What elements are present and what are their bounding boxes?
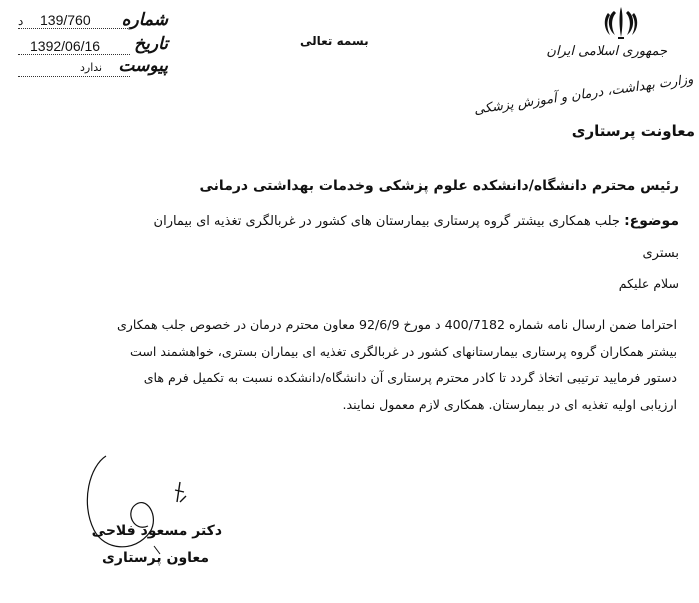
handwritten-signature: [76, 446, 206, 566]
attachment-value: ندارد: [80, 61, 103, 74]
letter-meta: [18, 4, 168, 76]
attachment-label: پیوست: [118, 56, 168, 76]
date-label: تاریخ: [134, 34, 168, 54]
number-value: 139/760: [40, 12, 91, 28]
ministry-line2: وزارت بهداشت، درمان و آموزش پزشکی: [472, 72, 695, 118]
body-line: بیشتر همکاران گروه پرستاری بیمارستانهای کشور در غربالگری تغذیه ای بیماران بستری، خواهشمند است: [129, 343, 677, 359]
subject-continuation: بستری: [642, 246, 679, 261]
number-label: شماره: [121, 10, 168, 30]
greeting: سلام علیکم: [618, 276, 679, 291]
bismillah: بسمه تعالی: [300, 34, 369, 48]
subject-text: جلب همکاری بیشتر گروه پرستاری بیمارستان های کشور در غربالگری تغذیه ای بیماران: [153, 214, 620, 229]
signatory-title: معاون پرستاری: [102, 550, 209, 566]
signatory-name: دکتر مسعود فلاحی: [91, 523, 222, 539]
recipient: رئیس محترم دانشگاه/دانشکده علوم پزشکی وخدمات بهداشتی درمانی: [199, 178, 679, 194]
body-line: احتراما ضمن ارسال نامه شماره 400/7182 د مورخ 92/6/9 معاون محترم درمان در خصوص جلب همکاری: [116, 317, 677, 332]
body-line: دستور فرمایید ترتیبی اتخاذ گردد تا کادر محترم پرستاری آن دانشگاه/دانشکده نسبت به تکمیل فرم های: [143, 370, 677, 385]
department-title: معاونت پرستاری: [571, 122, 695, 140]
iran-emblem-icon: [602, 4, 640, 40]
date-value: 1392/06/16: [30, 38, 101, 54]
number-prefix: د: [18, 14, 24, 28]
ministry-logo: [453, 42, 695, 118]
body-line: ارزیابی اولیه تغذیه ای در بیمارستان. همکاری لازم معمول نمایند.: [342, 396, 677, 412]
subject-label: موضوع:: [624, 213, 679, 229]
letter-body: [17, 312, 677, 418]
ministry-line1: جمهوری اسلامی ایران: [546, 44, 667, 59]
subject: [154, 213, 679, 229]
